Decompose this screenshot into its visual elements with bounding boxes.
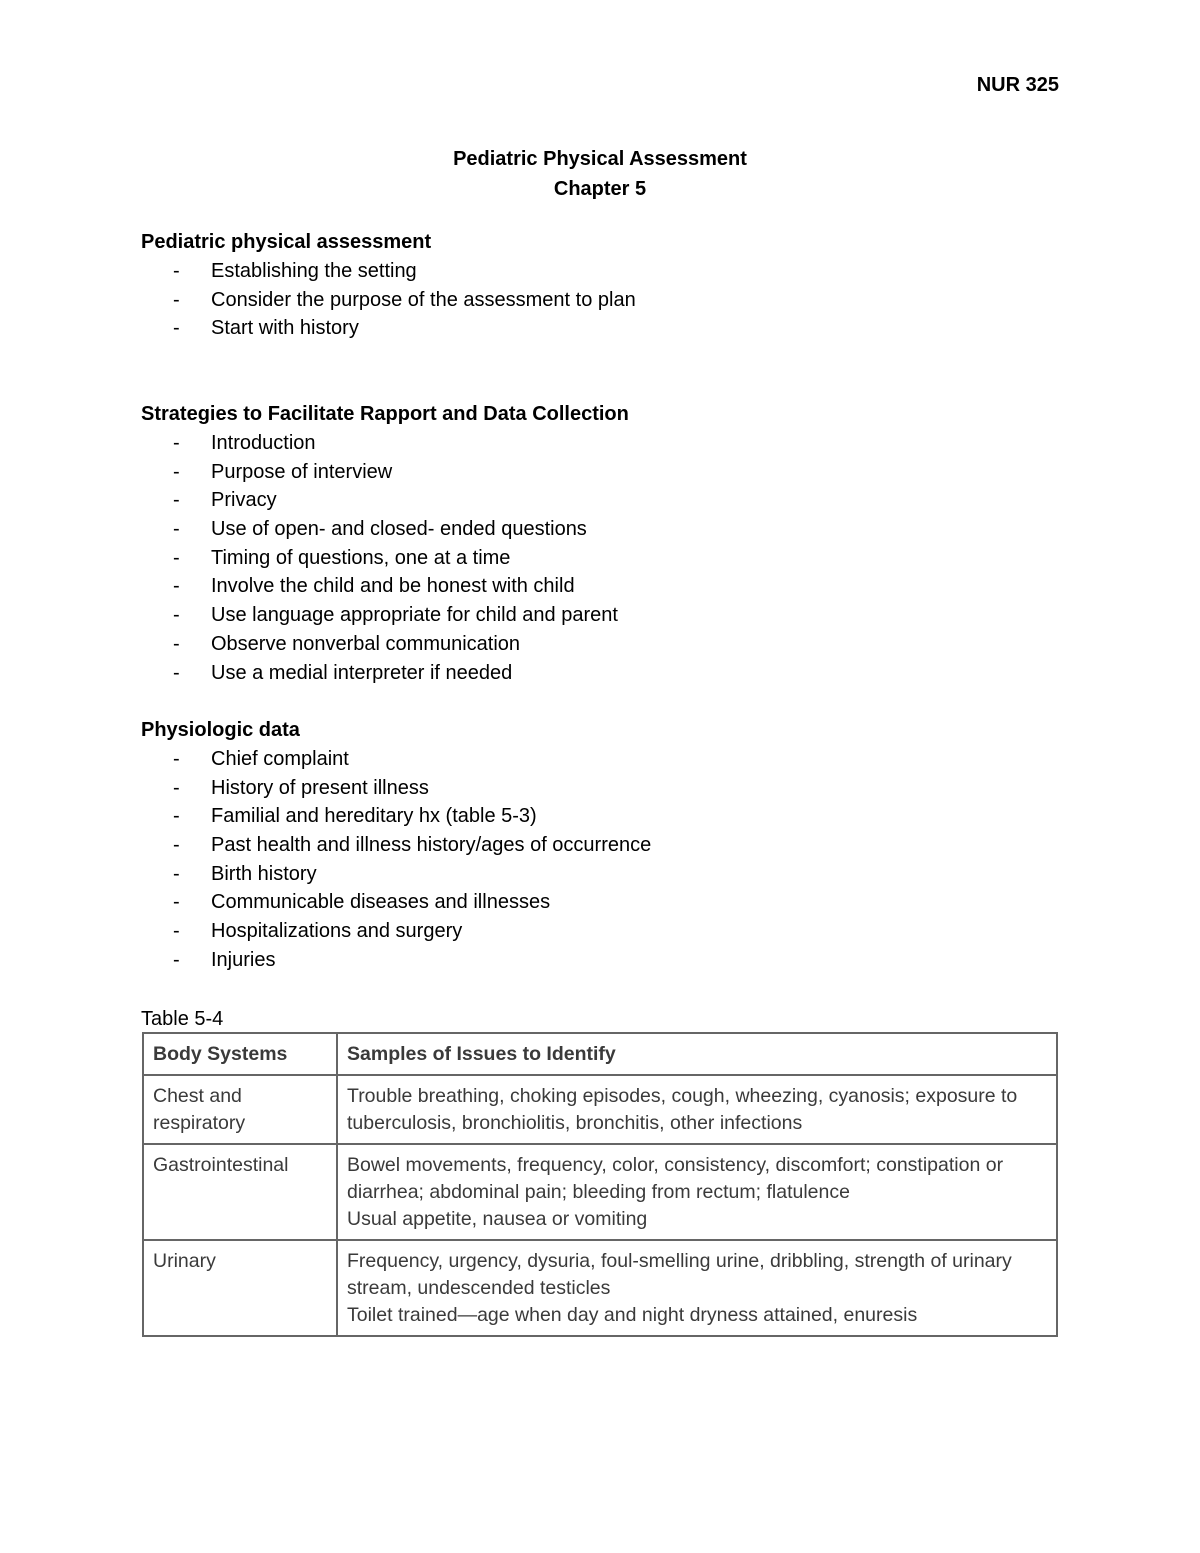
issues-cell (337, 1240, 1057, 1336)
table-header-row (143, 1033, 1057, 1075)
body-system-cell: Chest and respiratory (143, 1075, 337, 1144)
section-heading: Physiologic data (141, 719, 300, 741)
list-item (141, 486, 1061, 515)
title-line-1: Pediatric Physical Assessment (453, 148, 747, 170)
list-item-text: Start with history (211, 317, 359, 340)
bullet-dash: - (173, 891, 180, 914)
bullet-dash: - (173, 862, 180, 885)
list-item (141, 601, 1061, 630)
document-title (0, 144, 1200, 204)
bullet-dash: - (173, 260, 180, 282)
list-item (141, 544, 1061, 573)
bullet-dash: - (173, 632, 180, 655)
table-row (143, 1240, 1057, 1336)
bullet-dash: - (173, 546, 180, 569)
bullet-dash: - (173, 920, 180, 943)
bullet-dash: - (173, 460, 180, 483)
title-line-2: Chapter 5 (553, 178, 647, 200)
bullet-dash: - (173, 805, 180, 828)
issue-text: Usual appetite, nausea or vomiting (347, 1208, 648, 1230)
bullet-dash: - (173, 661, 180, 684)
bullet-list (141, 257, 1061, 343)
list-item-text: Use of open- and closed- ended questions (211, 518, 587, 541)
list-item-text: Birth history (211, 862, 317, 885)
body-systems-table (142, 1032, 1058, 1337)
course-code: NUR 325 (976, 74, 1059, 96)
list-item (141, 572, 1061, 601)
list-item (141, 429, 1061, 458)
list-item-text: Privacy (211, 489, 277, 512)
issue-text: Bowel movements, frequency, color, consistency, discomfort; constipation or diarrhea; abdominal pain; bleeding from rectum; flatulence (347, 1154, 1004, 1203)
bullet-dash: - (173, 575, 180, 598)
list-item-text: Communicable diseases and illnesses (211, 891, 551, 914)
list-item-text: Hospitalizations and surgery (211, 920, 463, 943)
issue-text: Trouble breathing, choking episodes, cough, wheezing, cyanosis; exposure to tuberculosis, bronchiolitis, bronchitis, other infections (347, 1085, 1018, 1134)
list-item-text: Familial and hereditary hx (table 5-3) (211, 805, 537, 828)
list-item-text: History of present illness (211, 776, 429, 799)
bullet-list (141, 429, 1061, 687)
bullet-dash: - (173, 288, 180, 311)
bullet-dash: - (173, 489, 180, 512)
list-item-text: Introduction (211, 432, 316, 454)
list-item (141, 860, 1061, 889)
section-pediatric-physical-assessment (141, 228, 1061, 343)
list-item-text: Past health and illness history/ages of occurrence (211, 834, 652, 857)
body-system-cell: Gastrointestinal (143, 1144, 337, 1240)
table-row (143, 1075, 1057, 1144)
section-physiologic-data (141, 716, 1061, 975)
list-item-text: Use language appropriate for child and parent (211, 604, 618, 627)
list-item-text: Use a medial interpreter if needed (211, 661, 513, 684)
list-item-text: Purpose of interview (211, 460, 393, 483)
list-item (141, 286, 1061, 315)
table-caption: Table 5-4 (141, 1008, 224, 1030)
issues-cell (337, 1144, 1057, 1240)
bullet-dash: - (173, 432, 180, 454)
issue-text: Toilet trained—age when day and night dryness attained, enuresis (347, 1304, 918, 1326)
list-item-text: Involve the child and be honest with child (211, 575, 575, 598)
list-item-text: Observe nonverbal communication (211, 632, 521, 655)
list-item-text: Consider the purpose of the assessment to plan (211, 288, 636, 311)
list-item (141, 515, 1061, 544)
list-item (141, 257, 1061, 286)
list-item-text: Timing of questions, one at a time (211, 546, 511, 569)
bullet-dash: - (173, 604, 180, 627)
bullet-dash: - (173, 518, 180, 541)
table-row (143, 1144, 1057, 1240)
section-heading: Strategies to Facilitate Rapport and Data Collection (141, 403, 629, 425)
list-item (141, 774, 1061, 803)
list-item (141, 745, 1061, 774)
body-system-cell: Urinary (143, 1240, 337, 1336)
list-item-text: Injuries (211, 948, 276, 971)
list-item (141, 314, 1061, 343)
issue-text: Frequency, urgency, dysuria, foul-smelling urine, dribbling, strength of urinary stream, undescended testicles (347, 1250, 1012, 1299)
column-header-body-systems: Body Systems (143, 1033, 337, 1075)
list-item (141, 630, 1061, 659)
bullet-dash: - (173, 834, 180, 857)
list-item (141, 802, 1061, 831)
bullet-dash: - (173, 748, 180, 770)
column-header-issues: Samples of Issues to Identify (337, 1033, 1057, 1075)
bullet-dash: - (173, 776, 180, 799)
section-heading: Pediatric physical assessment (141, 231, 432, 253)
list-item (141, 659, 1061, 688)
list-item (141, 946, 1061, 975)
bullet-list (141, 745, 1061, 975)
issues-cell (337, 1075, 1057, 1144)
list-item (141, 888, 1061, 917)
list-item-text: Chief complaint (211, 748, 349, 770)
list-item (141, 831, 1061, 860)
list-item (141, 917, 1061, 946)
list-item (141, 458, 1061, 487)
list-item-text: Establishing the setting (211, 260, 417, 282)
section-strategies (141, 400, 1061, 687)
bullet-dash: - (173, 317, 180, 340)
bullet-dash: - (173, 948, 180, 971)
